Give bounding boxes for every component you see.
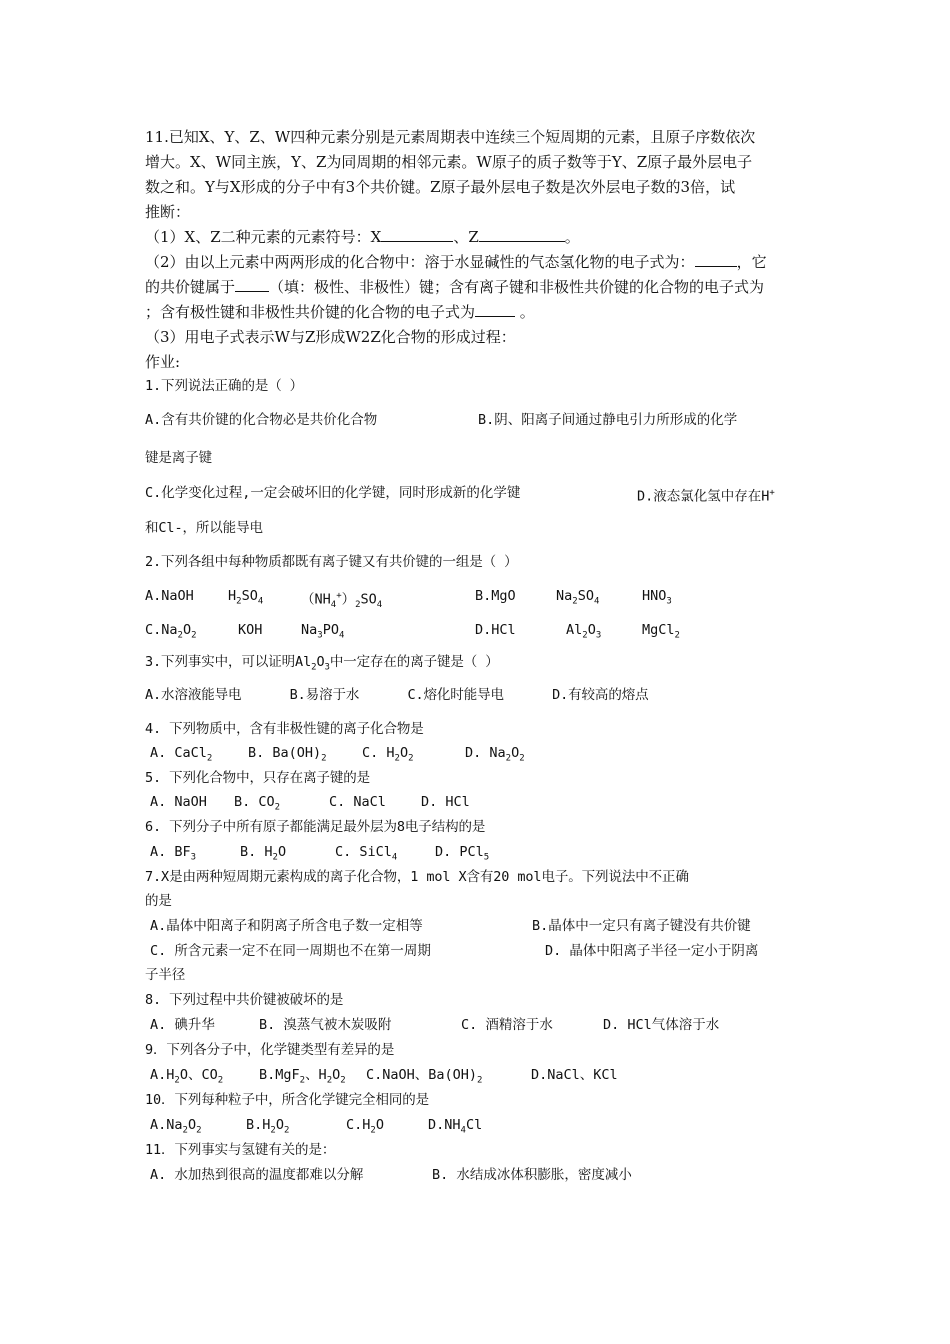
q4-option-d: D. $Na_2O_2$ [465, 745, 525, 764]
q10-option-c: $C.H_2O$ [346, 1117, 384, 1136]
q2-option-b-3: $HNO_3$ [642, 588, 672, 607]
q2-option-b-1: B.MgO [475, 588, 516, 604]
q10-option-d: $D.NH_4Cl$ [428, 1117, 483, 1136]
q7-option-b: B.晶体中一定只有离子键没有共价键 [532, 918, 751, 934]
q7-option-c: C. 所含元素一定不在同一周期也不在第一周期 [150, 943, 431, 959]
q2-option-d-2: $Al_2O_3$ [566, 622, 602, 641]
q9-option-a: $A.H_2O$、$CO_2$ [150, 1067, 224, 1086]
q10-stem: 10．下列每种粒子中，所含化学键完全相同的是 [145, 1092, 430, 1108]
q4-option-b: B. $Ba(OH)_2$ [248, 745, 327, 764]
q3-options: A.水溶液能导电 B.易溶于水 C.熔化时能导电 D.有较高的熔点 [145, 687, 649, 703]
q1-option-d-cont: 和Cl-，所以能导电 [145, 520, 263, 536]
q2-option-d-3: MgCl$_2$ [642, 622, 680, 641]
q11-part-2-line-2: 的共价键属于 （填：极性、非极性）键；含有离子键和非极性共价键的化合物的电子式为 [145, 278, 765, 296]
q1-option-d: D.液态氯化氢中存在H+ [637, 488, 775, 505]
intro-line-2: 增大。X、W同主族，Y、Z为同周期的相邻元素。W原子的质子数等于Y、Z原子最外层电子 [145, 153, 753, 171]
q2-option-c-3: $Na_3PO_4$ [301, 622, 345, 641]
q6-option-b: B. $H_2O$ [240, 844, 287, 863]
intro-line-3: 数之和。Y与X形成的分子中有3个共价键。Z原子最外层电子数是次外层电子数的3倍，试 [145, 178, 736, 196]
q11b-option-a: A. 水加热到很高的温度都难以分解 [150, 1167, 364, 1183]
q1-option-a: A.含有共价键的化合物必是共价化合物 [145, 412, 378, 428]
q5-option-d: D. HCl [421, 794, 470, 810]
q2-option-c-2: KOH [238, 622, 263, 638]
q6-option-a: A. $BF_3$ [150, 844, 197, 863]
q2-option-d-1: D.HCl [475, 622, 516, 638]
homework-title: 作业: [145, 353, 181, 371]
q8-option-c: C. 酒精溶于水 [461, 1017, 553, 1033]
q7-option-d: D. 晶体中阳离子半径一定小于阴离 [545, 943, 759, 959]
intro-line-1: 11.已知X、Y、Z、W四种元素分别是元素周期表中连续三个短周期的元素，且原子序数依次 [145, 128, 756, 146]
q4-option-a: A. CaCl$_2$ [150, 745, 213, 764]
q5-option-c: C. NaCl [329, 794, 386, 810]
q11-part-1: （1）X、Z二种元素的元素符号：X 、Z 。 [145, 228, 580, 246]
answer-blank-x[interactable] [381, 226, 453, 242]
answer-blank-formula[interactable] [475, 301, 515, 317]
q11-part-3: （3）用电子式表示W与Z形成W2Z化合物的形成过程： [145, 328, 516, 346]
q11b-stem: 11．下列事实与氢键有关的是： [145, 1142, 336, 1158]
q9-option-c: C.NaOH、$Ba(OH)_2$ [366, 1067, 483, 1086]
q1-option-b: B.阴、阳离子间通过静电引力所形成的化学 [478, 412, 738, 428]
q2-option-a-1: A.NaOH [145, 588, 194, 604]
q6-option-c: C. SiCl$_4$ [335, 844, 398, 863]
answer-blank-bond-type[interactable] [235, 276, 269, 292]
q4-stem: 4. 下列物质中，含有非极性键的离子化合物是 [145, 721, 424, 737]
q11-part-2-line-1: （2）由以上元素中两两形成的化合物中：溶于水显碱性的气态氢化物的电子式为： ，它 [145, 253, 767, 271]
q9-stem: 9．下列各分子中，化学键类型有差异的是 [145, 1042, 395, 1058]
q8-option-b: B. 溴蒸气被木炭吸附 [259, 1017, 392, 1033]
answer-blank-z[interactable] [479, 226, 565, 242]
q5-option-a: A. NaOH [150, 794, 207, 810]
q2-option-c-1: $C.Na_2O_2$ [145, 622, 197, 641]
q8-stem: 8. 下列过程中共价键被破坏的是 [145, 992, 344, 1008]
q2-stem: 2.下列各组中每种物质都既有离子键又有共价键的一组是（ ） [145, 554, 518, 570]
q7-option-a: A.晶体中阳离子和阴离子所含电子数一定相等 [150, 918, 423, 934]
q7-option-d-cont: 子半径 [145, 967, 186, 983]
q1-option-b-cont: 键是离子键 [145, 450, 212, 466]
q4-option-c: C. $H_2O_2$ [362, 745, 414, 764]
q6-option-d: D. PCl$_5$ [435, 844, 490, 863]
q8-option-a: A. 碘升华 [150, 1017, 215, 1033]
q9-option-b: B.MgF$_2$、$H_2O_2$ [259, 1067, 346, 1086]
q10-option-a: $A.Na_2O_2$ [150, 1117, 202, 1136]
answer-blank-hydride[interactable] [695, 251, 737, 267]
q7-stem-cont: 的是 [145, 893, 172, 909]
q1-option-c: C.化学变化过程,一定会破坏旧的化学键，同时形成新的化学键 [145, 485, 521, 501]
q5-stem: 5. 下列化合物中，只存在离子键的是 [145, 770, 371, 786]
q3-stem: 3.下列事实中，可以证明$Al_2O_3$中一定存在的离子键是（ ） [145, 654, 499, 673]
q7-stem: 7.X是由两种短周期元素构成的离子化合物，1 mol X含有20 mol电子。下列说法中不正确 [145, 869, 689, 885]
q6-stem: 6. 下列分子中所有原子都能满足最外层为8电子结构的是 [145, 819, 486, 835]
q2-option-a-3: $(NH_4^+)_2SO_4$ [301, 591, 383, 611]
q2-option-a-2: $H_2SO_4$ [228, 588, 264, 607]
q5-option-b: B. $CO_2$ [234, 794, 281, 813]
q11b-option-b: B. 水结成冰体积膨胀，密度减小 [432, 1167, 632, 1183]
q11-part-2-line-3: ；含有极性键和非极性共价键的化合物的电子式为 。 [145, 303, 535, 321]
q1-stem: 1.下列说法正确的是（ ） [145, 378, 304, 394]
intro-line-4: 推断： [145, 203, 191, 221]
q2-option-b-2: $Na_2SO_4$ [556, 588, 600, 607]
q8-option-d: D. HCl气体溶于水 [603, 1017, 720, 1033]
q9-option-d: D.NaCl、KCl [531, 1067, 618, 1083]
q10-option-b: $B.H_2O_2$ [246, 1117, 290, 1136]
